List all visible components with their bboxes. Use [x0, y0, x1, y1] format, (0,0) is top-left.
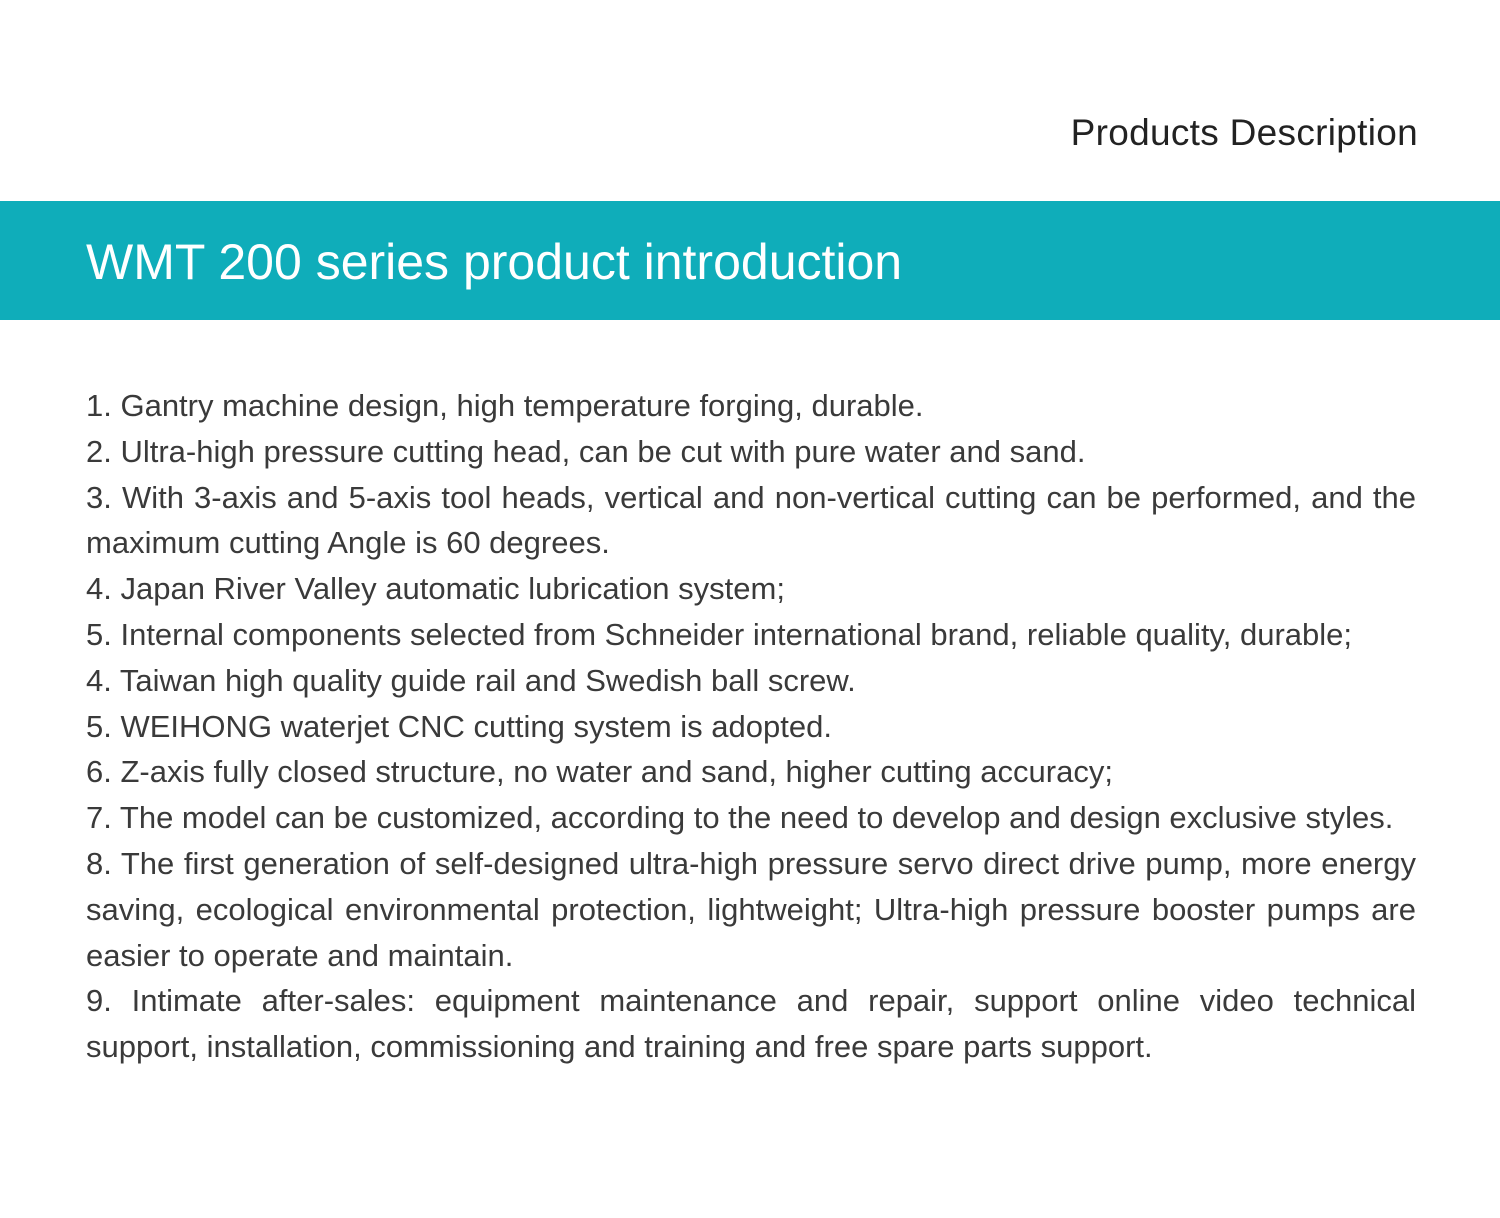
- page-title: WMT 200 series product introduction: [86, 234, 903, 290]
- feature-item: 2. Ultra-high pressure cutting head, can be cut with pure water and sand.: [86, 433, 1086, 469]
- feature-item: 6. Z-axis fully closed structure, no water and sand, higher cutting accuracy;: [86, 754, 1113, 790]
- feature-item: 8. The first generation of self-designed ultra-high pressure servo direct drive pump, more energy saving, ecological environmental protection, lightweight; Ultra-high pressure booster pumps are easier to operate and maintain.: [86, 845, 1416, 973]
- feature-item: 4. Taiwan high quality guide rail and Swedish ball screw.: [86, 662, 856, 698]
- feature-item: 3. With 3-axis and 5-axis tool heads, vertical and non-vertical cutting can be performed, and the maximum cutting Angle is 60 degrees.: [86, 479, 1416, 561]
- section-label: Products Description: [1070, 112, 1418, 153]
- feature-list: [86, 383, 1416, 1070]
- feature-item: 9. Intimate after-sales: equipment maintenance and repair, support online video technical support, installation, commissioning and training and free spare parts support.: [86, 983, 1416, 1065]
- feature-item: 4. Japan River Valley automatic lubrication system;: [86, 571, 785, 607]
- feature-item: 5. Internal components selected from Schneider international brand, reliable quality, durable;: [86, 616, 1353, 652]
- feature-item: 7. The model can be customized, according to the need to develop and design exclusive styles.: [86, 800, 1394, 836]
- feature-item: 1. Gantry machine design, high temperature forging, durable.: [86, 388, 924, 423]
- feature-item: 5. WEIHONG waterjet CNC cutting system is adopted.: [86, 708, 832, 744]
